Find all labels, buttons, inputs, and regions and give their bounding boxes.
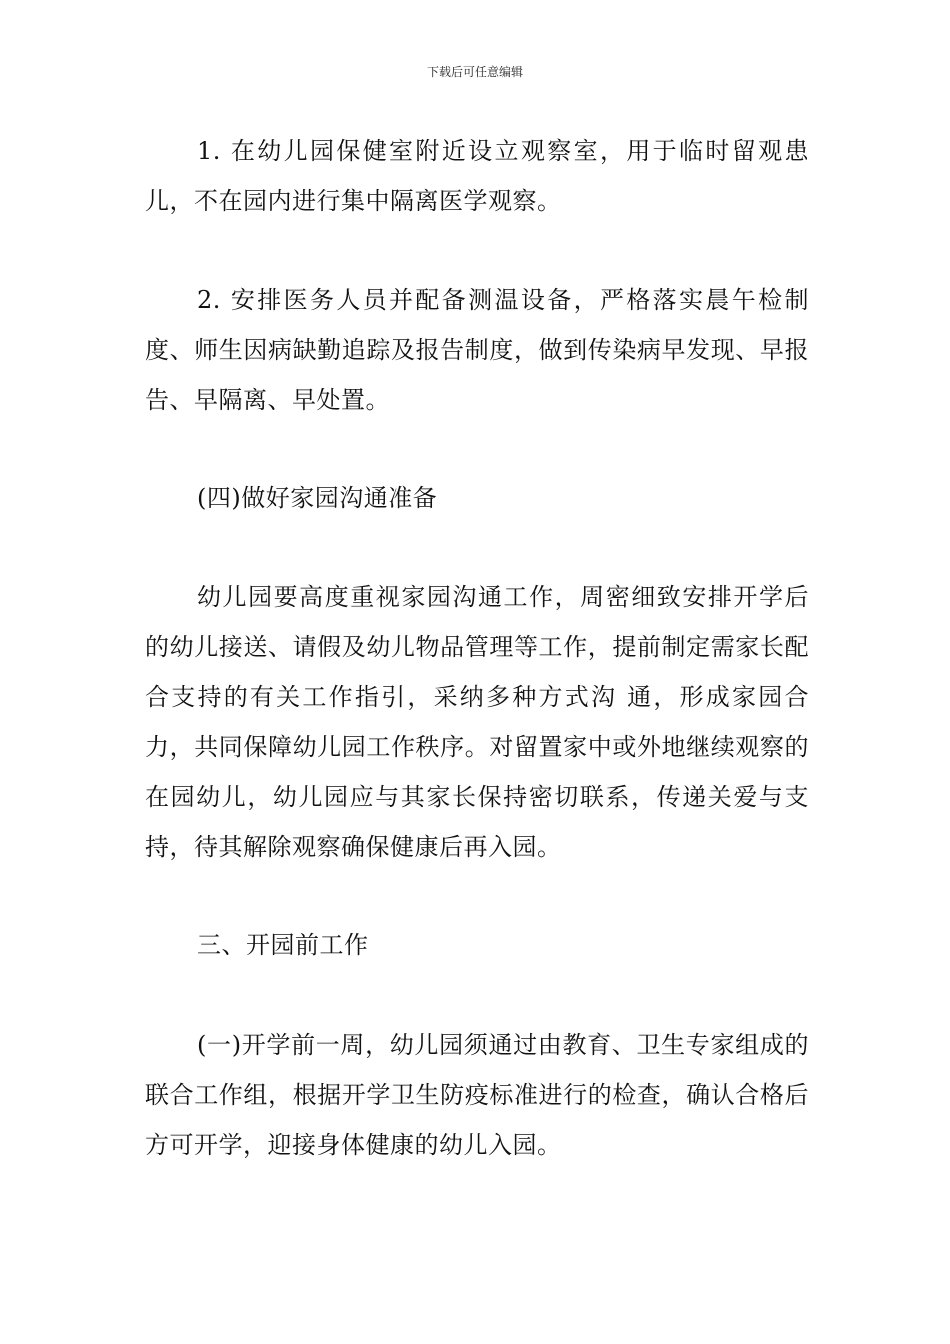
page-header: 下载后可任意编辑 xyxy=(426,65,523,79)
paragraph-medical-staff: 2. 安排医务人员并配备测温设备，严格落实晨午检制度、师生因病缺勤追踪及报告制度，做到传染病早发现、早报告、早隔离、早处置。 xyxy=(145,286,809,414)
paragraph-pre-opening-inspection: (一)开学前一周，幼儿园须通过由教育、卫生专家组成的联合工作组，根据开学卫生防疫标准进行的检查，确认合格后方可开学，迎接身体健康的幼儿入园。 xyxy=(145,1031,809,1159)
paragraph-observation-room: 1. 在幼儿园保健室附近设立观察室，用于临时留观患儿，不在园内进行集中隔离医学观察。 xyxy=(145,137,809,215)
paragraph-home-communication: 幼儿园要高度重视家园沟通工作，周密细致安排开学后的幼儿接送、请假及幼儿物品管理等工作，提前制定需家长配合支持的有关工作指引，采纳多种方式沟 通，形成家园合力，共同保障幼儿园工作秩序。对留置家中或外地继续观察的在园幼儿，幼儿园应与其家长保持密切联系，传递关爱与支持，待其解除观察确保健康后再入园。 xyxy=(145,583,809,861)
section-heading-home-communication: (四)做好家园沟通准备 xyxy=(197,484,438,512)
section-heading-pre-opening-work: 三、开园前工作 xyxy=(197,931,369,959)
